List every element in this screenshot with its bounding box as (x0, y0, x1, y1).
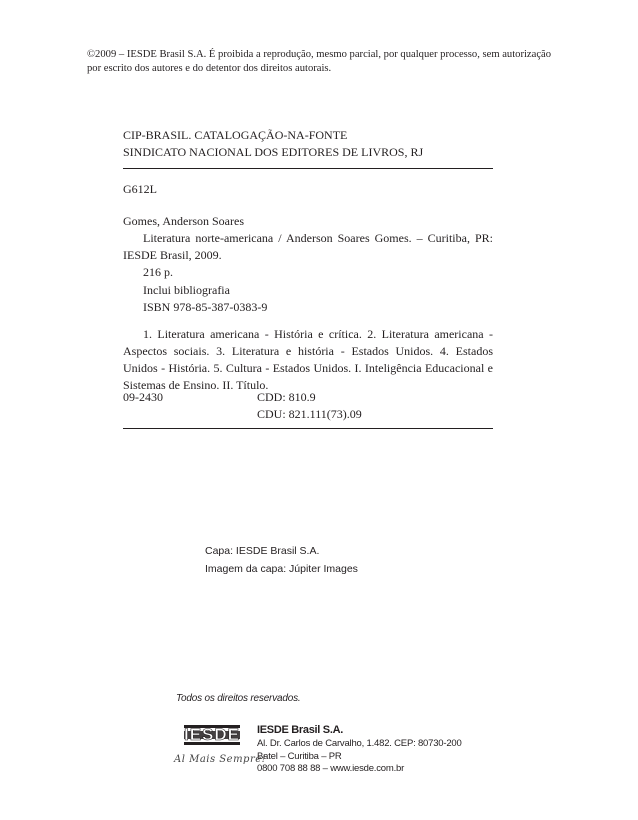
cip-author: Gomes, Anderson Soares (123, 214, 244, 228)
cip-cdd-cdu (257, 389, 362, 423)
copyright-line-2: por escrito dos autores e do detentor dos direitos autorais. (87, 63, 332, 74)
publisher-contact: 0800 708 88 88 – www.iesde.com.br (257, 763, 405, 774)
publisher-address-line-2: Batel – Curitiba – PR (257, 750, 342, 762)
cip-cdd: CDD: 810.9 (257, 390, 316, 404)
cover-credit: Capa: IESDE Brasil S.A. (205, 545, 320, 557)
cip-header-line-2: SINDICATO NACIONAL DOS EDITORES DE LIVROS, RJ (123, 145, 424, 159)
cover-image-credit: Imagem da capa: Júpiter Images (205, 563, 358, 575)
copyright-line-1: ©2009 – IESDE Brasil S.A. É proibida a reprodução, mesmo parcial, por qualquer processo, sem autorização (87, 49, 552, 60)
cip-subjects: 1. Literatura americana - História e crítica. 2. Literatura americana - Aspectos sociais. 3. Literatura e história - Estados Unidos. 4. Estados Unidos - História. 5. Cultura - Estados Unidos. I. Inteligência Educacional e Sistemas de Ensino. II. Título. (123, 327, 493, 392)
publisher-name: IESDE Brasil S.A. (257, 724, 343, 736)
cip-notes (123, 282, 493, 316)
cip-pages: 216 p. (143, 265, 173, 279)
iesde-logo-text: IESDE (183, 725, 241, 744)
cip-bottom-rule (123, 428, 493, 429)
cip-isbn: ISBN 978-85-387-0383-9 (143, 300, 268, 314)
cip-cdu: CDU: 821.111(73).09 (257, 407, 362, 421)
cip-record-number: 09-2430 (123, 390, 163, 404)
cip-top-rule (123, 168, 493, 169)
cover-credits (205, 542, 358, 578)
cip-header-line-1: CIP-BRASIL. CATALOGAÇÃO-NA-FONTE (123, 128, 348, 142)
cip-header (123, 127, 493, 161)
cip-record-body (123, 213, 493, 281)
copyright-notice (87, 48, 557, 76)
iesde-slogan: Al Mais Sempre! (174, 754, 267, 765)
cip-title-line: Literatura norte-americana / Anderson Soares Gomes. – Curitiba, PR: IESDE Brasil, 2009. (123, 231, 493, 262)
publisher-address (257, 723, 462, 776)
iesde-logo (182, 724, 242, 746)
all-rights-reserved: Todos os direitos reservados. (176, 693, 301, 704)
cip-note-bibliography: Inclui bibliografia (143, 283, 230, 297)
cip-code: G612L (123, 182, 157, 196)
publisher-address-line-1: Al. Dr. Carlos de Carvalho, 1.482. CEP: 80730-200 (257, 738, 462, 749)
